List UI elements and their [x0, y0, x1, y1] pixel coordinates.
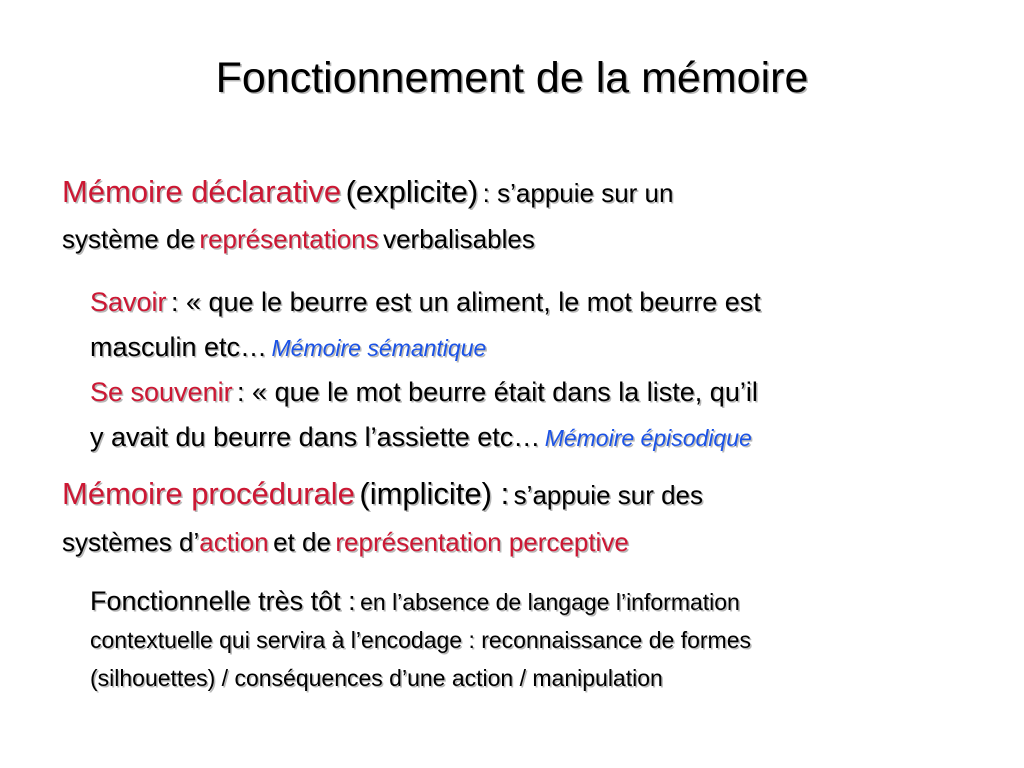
procedural-line2-b: et de [273, 527, 331, 557]
declarative-line2-a: système de [62, 224, 195, 254]
procedural-desc: s’appuie sur des [513, 480, 704, 510]
episodic-memory-label: Mémoire épisodique [544, 425, 752, 451]
early-function-block [90, 584, 751, 699]
declarative-line2-b: verbalisables [383, 224, 535, 254]
procedural-perceptive: représentation perceptive [335, 527, 629, 557]
early-text2: contextuelle qui servira à l’encodage : reconnaissance de formes [90, 627, 751, 653]
early-text3: (silhouettes) / conséquences d’une action / manipulation [90, 665, 663, 691]
declarative-memory-block [62, 170, 673, 263]
souvenir-text2: y avait du beurre dans l’assiette etc… [90, 422, 541, 452]
procedural-memory-block [62, 472, 703, 567]
early-text1: en l’absence de langage l’information [360, 589, 740, 615]
procedural-paren: (implicite) : [359, 476, 510, 511]
declarative-examples-block [90, 282, 761, 462]
savoir-text2: masculin etc… [90, 332, 268, 362]
procedural-action: action [199, 527, 269, 557]
declarative-desc: : s’appuie sur un [482, 178, 674, 208]
savoir-term: Savoir [90, 287, 167, 317]
procedural-term: Mémoire procédurale [62, 476, 355, 511]
declarative-term: Mémoire déclarative [62, 174, 342, 209]
semantic-memory-label: Mémoire sémantique [271, 335, 487, 361]
declarative-paren: (explicite) [345, 174, 479, 209]
slide-title: Fonctionnement de la mémoire [215, 54, 809, 102]
declarative-representations: représentations [199, 224, 379, 254]
souvenir-text1: : « que le mot beurre était dans la liste, qu’il [237, 377, 758, 407]
souvenir-term: Se souvenir [90, 377, 233, 407]
early-lead: Fonctionnelle très tôt : [90, 586, 356, 616]
procedural-line2-a: systèmes d’ [62, 527, 200, 557]
savoir-text1: : « que le beurre est un aliment, le mot beurre est [170, 287, 761, 317]
